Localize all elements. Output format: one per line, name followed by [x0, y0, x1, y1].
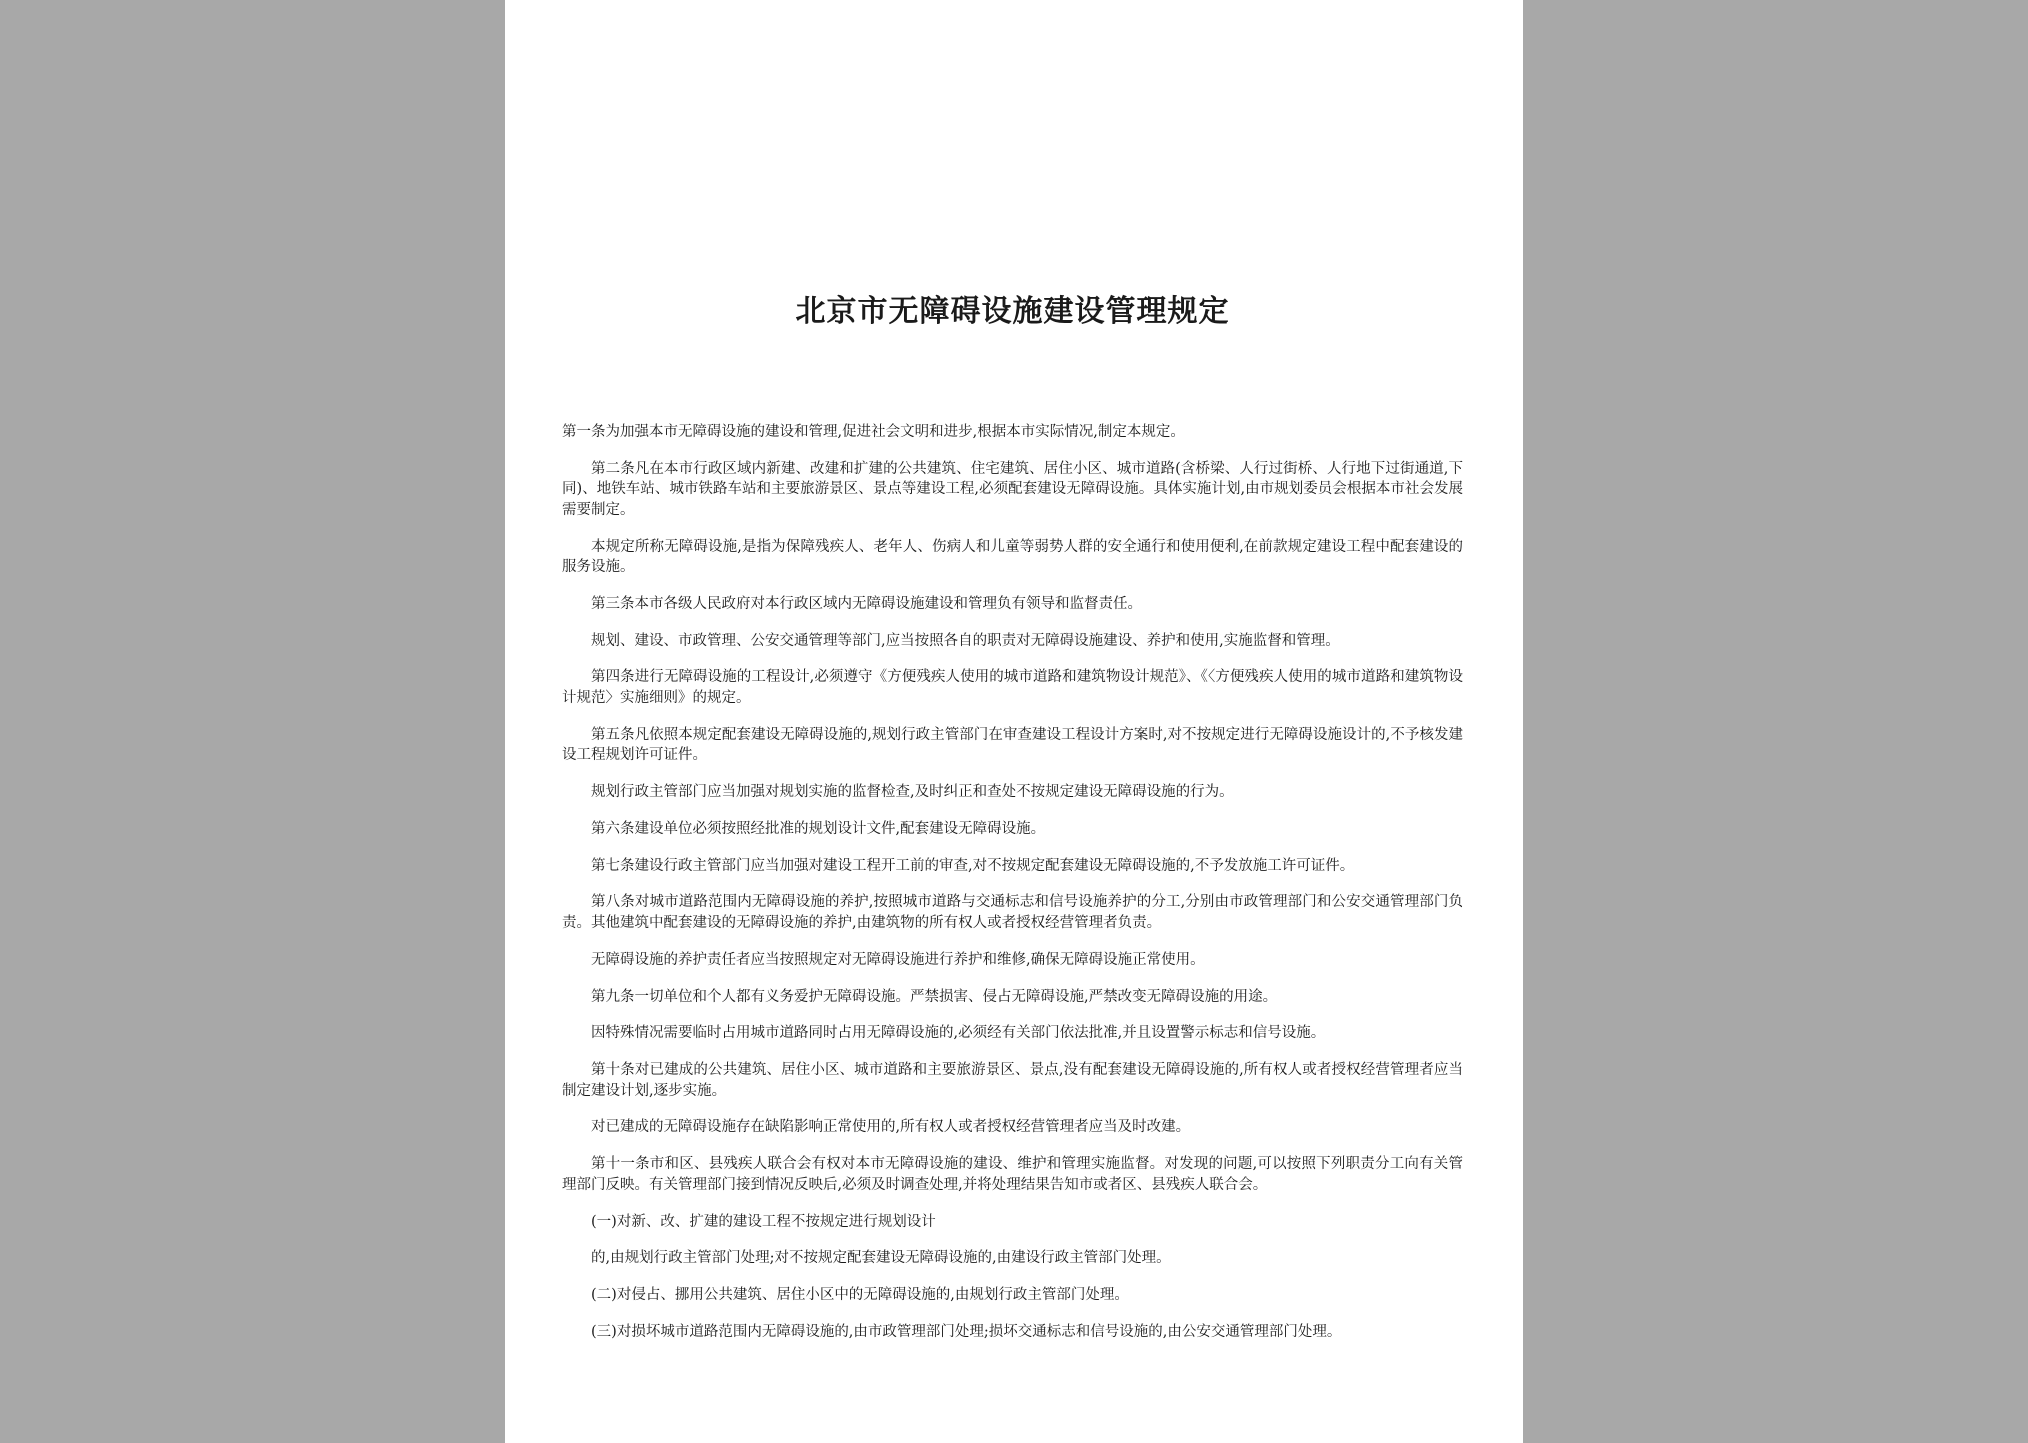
list-item: (二)对侵占、挪用公共建筑、居住小区中的无障碍设施的,由规划行政主管部门处理。: [591, 1287, 1129, 1304]
article-paragraph: 因特殊情况需要临时占用城市道路同时占用无障碍设施的,必须经有关部门依法批准,并且设置警示标志和信号设施。: [591, 1025, 1326, 1042]
article-paragraph: 第十条对已建成的公共建筑、居住小区、城市道路和主要旅游景区、景点,没有配套建设无障碍设施的,所有权人或者授权经营管理者应当制定建设计划,逐步实施。: [562, 1062, 1463, 1099]
article-paragraph: 第七条建设行政主管部门应当加强对建设工程开工前的审查,对不按规定配套建设无障碍设施的,不予发放施工许可证件。: [591, 857, 1355, 874]
article-paragraph: 本规定所称无障碍设施,是指为保障残疾人、老年人、伤病人和儿童等弱势人群的安全通行和使用便利,在前款规定建设工程中配套建设的服务设施。: [562, 538, 1463, 576]
article-paragraph: 第六条建设单位必须按照经批准的规划设计文件,配套建设无障碍设施。: [591, 820, 1046, 837]
article-paragraph: 规划行政主管部门应当加强对规划实施的监督检查,及时纠正和查处不按规定建设无障碍设施的行为。: [591, 784, 1234, 801]
document-page: [505, 0, 1523, 1443]
article-paragraph: 第九条一切单位和个人都有义务爱护无障碍设施。严禁损害、侵占无障碍设施,严禁改变无障碍设施的用途。: [591, 988, 1278, 1005]
document-title: 北京市无障碍设施建设管理规定: [795, 294, 1230, 329]
document-body: [562, 422, 1463, 1342]
list-item: (一)对新、改、扩建的建设工程不按规定进行规划设计: [591, 1213, 936, 1230]
article-paragraph: 规划、建设、市政管理、公安交通管理等部门,应当按照各自的职责对无障碍设施建设、养护和使用,实施监督和管理。: [591, 632, 1340, 649]
article-paragraph: 第一条为加强本市无障碍设施的建设和管理,促进社会文明和进步,根据本市实际情况,制定本规定。: [562, 424, 1185, 440]
article-paragraph: 第二条凡在本市行政区域内新建、改建和扩建的公共建筑、住宅建筑、居住小区、城市道路(含桥梁、人行过街桥、人行地下过街通道,下同)、地铁车站、城市铁路车站和主要旅游景区、景点等建设工程,必须配套建设无障碍设施。具体实施计划,由市规划委员会根据本市社会发展需要制定。: [562, 460, 1463, 518]
article-paragraph: 无障碍设施的养护责任者应当按照规定对无障碍设施进行养护和维修,确保无障碍设施正常使用。: [591, 951, 1205, 968]
article-paragraph: 对已建成的无障碍设施存在缺陷影响正常使用的,所有权人或者授权经营管理者应当及时改建。: [591, 1119, 1191, 1136]
article-paragraph: 第十一条市和区、县残疾人联合会有权对本市无障碍设施的建设、维护和管理实施监督。对发现的问题,可以按照下列职责分工向有关管理部门反映。有关管理部门接到情况反映后,必须及时调查处理,并将处理结果告知市或者区、县残疾人联合会。: [562, 1156, 1463, 1193]
article-paragraph: 第四条进行无障碍设施的工程设计,必须遵守《方便残疾人使用的城市道路和建筑物设计规范》、《〈方便残疾人使用的城市道路和建筑物设计规范〉实施细则》的规定。: [562, 669, 1463, 706]
list-item: 的,由规划行政主管部门处理;对不按规定配套建设无障碍设施的,由建设行政主管部门处理。: [591, 1250, 1171, 1267]
article-paragraph: 第八条对城市道路范围内无障碍设施的养护,按照城市道路与交通标志和信号设施养护的分工,分别由市政管理部门和公安交通管理部门负责。其他建筑中配套建设的无障碍设施的养护,由建筑物的所有权人或者授权经营管理者负责。: [562, 894, 1463, 931]
list-item: (三)对损坏城市道路范围内无障碍设施的,由市政管理部门处理;损坏交通标志和信号设施的,由公安交通管理部门处理。: [591, 1323, 1342, 1340]
article-paragraph: 第五条凡依照本规定配套建设无障碍设施的,规划行政主管部门在审查建设工程设计方案时,对不按规定进行无障碍设施设计的,不予核发建设工程规划许可证件。: [562, 726, 1463, 764]
article-paragraph: 第三条本市各级人民政府对本行政区域内无障碍设施建设和管理负有领导和监督责任。: [591, 595, 1142, 612]
